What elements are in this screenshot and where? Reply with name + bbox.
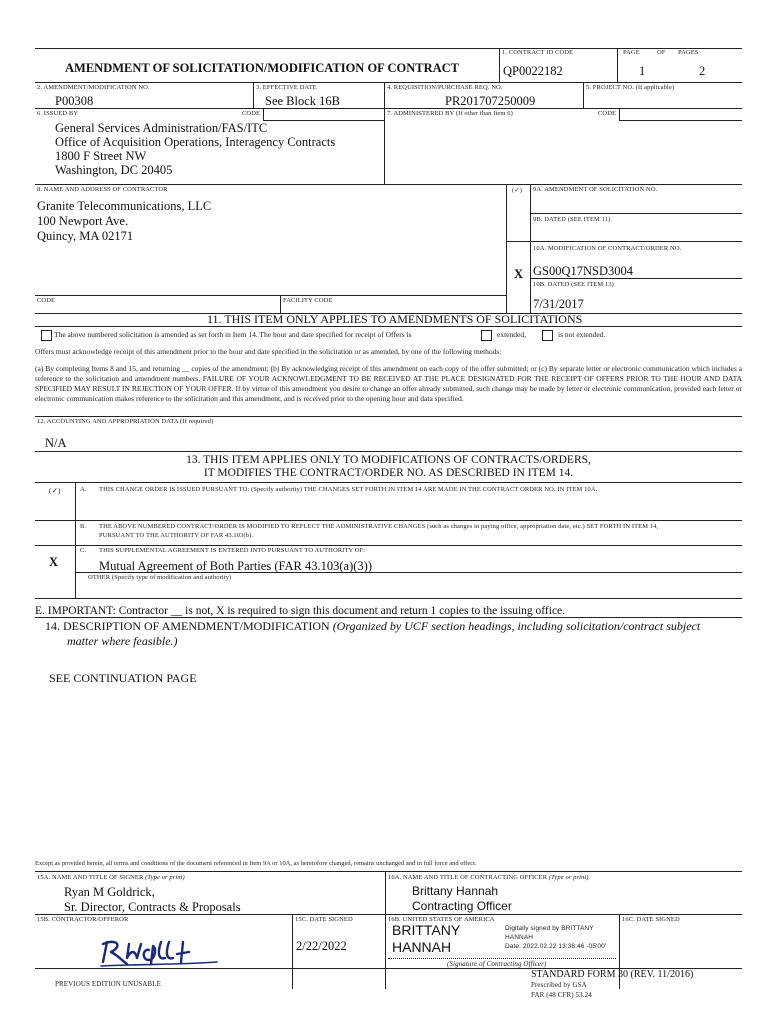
item14-label-main: 14. DESCRIPTION OF AMENDMENT/MODIFICATION (45, 619, 330, 633)
contractor-line-1: Granite Telecommunications, LLC (37, 199, 212, 213)
officer-title: Contracting Officer (412, 899, 512, 913)
extended-checkbox[interactable] (481, 330, 492, 341)
item11-paragraph: (a) By completing Items 8 and 15, and returning __ copies of the amendment; (b) By acknowledging receipt of this amendment on each copy of the offer submitted; or (c) By separate letter or electronic communication which includes a reference to the solicitation and amendment numbers. FAILURE OF YOUR ACKNOWLEDGMENT TO BE RECEIVED AT THE PLACE DESIGNATED FOR THE RECEIPT OF OFFERS PRIOR TO THE HOUR AND DATA SPECIFIED MAY RESULT IN REJECTION OF YOUR OFFER. If by virtue of this amendment you desire to change an offer already submitted, such change may be made by letter or electronic communication, provided each letter or electronic communication makes reference to the solicitation and this amendment, and is received prior to the opening hour and data specified. (35, 364, 742, 403)
form-title: AMENDMENT OF SOLICITATION/MODIFICATION OF CONTRACT (65, 61, 460, 75)
sf30-form (35, 48, 742, 1012)
issued-by-label: 6. ISSUED BY (37, 110, 79, 117)
solicitation-no-label: 9A. AMENDMENT OF SOLICITATION NO. (533, 186, 658, 193)
signer-name: Ryan M Goldrick, (64, 885, 155, 899)
item11-checkbox-amended[interactable] (41, 330, 52, 341)
amendment-no-value: P00308 (55, 94, 94, 108)
page-label: PAGE (623, 49, 640, 56)
signer-label-hint: (Type or print) (145, 874, 185, 881)
administered-by-label: 7. ADMINISTERED BY (If other than Item 6) (387, 110, 513, 117)
officer-label-main: 16A. NAME AND TITLE OF CONTRACTING OFFICER (388, 874, 548, 881)
item14-label-italic-2: matter where feasible.) (67, 634, 178, 648)
item11-line1: The above numbered solicitation is amended as set forth in Item 14. The hour and date specified for receipt of Offers is (54, 330, 412, 339)
administered-code-label: CODE (598, 110, 617, 117)
requisition-value: PR201707250009 (445, 94, 536, 108)
modification-no-label: 10A. MODIFICATION OF CONTRACT/ORDER NO. (533, 245, 682, 252)
project-no-label: 5. PROJECT NO. (If applicable) (586, 84, 675, 91)
item13-d-text: OTHER (Specify type of modification and authority) (88, 574, 232, 581)
officer-label-hint: (Type or print) (548, 874, 589, 881)
contractor-label: 8. NAME AND ADDRESS OF CONTRACTOR (37, 186, 168, 193)
item14-label (45, 619, 700, 634)
issuer-line-4: Washington, DC 20405 (55, 163, 173, 177)
page-number: 1 (639, 64, 646, 78)
item13-c-value: Mutual Agreement of Both Parties (FAR 43.103(a)(3)) (99, 559, 372, 573)
item13-b-letter: B. (80, 523, 87, 530)
not-extended-label: is not extended. (558, 330, 606, 339)
contractor-line-2: 100 Newport Ave. (37, 214, 129, 228)
contract-id-label: 1. CONTRACT ID CODE (502, 49, 574, 56)
issuer-line-2: Office of Acquisition Operations, Interagency Contracts (55, 135, 336, 149)
modification-dated-label: 10B. DATED (SEE ITEM 13) (533, 281, 614, 288)
of-label: OF (657, 49, 666, 56)
officer-label (388, 874, 589, 881)
item13-b-text-2: PURSUANT TO THE AUTHORITY OF FAR 43.103(b). (99, 532, 254, 539)
item13-a-text: THIS CHANGE ORDER IS ISSUED PURSUANT TO: (Specify authority) THE CHANGES SET FORTH IN ITEM 14 ARE MADE IN THE CONTRACT ORDER NO. IN ITEM 10A. (99, 486, 598, 493)
digital-signature-line-2: HANNAH (505, 934, 534, 941)
issuer-line-1: General Services Administration/FAS/ITC (55, 121, 268, 135)
contractor-line-3: Quincy, MA 02171 (37, 229, 134, 243)
item14-label-italic: (Organized by UCF section headings, including solicitation/contract subject (332, 619, 701, 633)
issued-code-label: CODE (242, 110, 261, 117)
important-line: E. IMPORTANT: Contractor __ is not, X is required to sign this document and return 1 copies to the issuing office. (35, 605, 566, 617)
issuer-line-3: 1800 F Street NW (55, 149, 147, 163)
modification-dated-value: 7/31/2017 (533, 297, 584, 311)
digital-signature-name-2: HANNAH (392, 939, 452, 955)
not-extended-checkbox[interactable] (542, 330, 553, 341)
digital-signature-line-1: Digitally signed by BRITTANY (505, 925, 594, 932)
solicitation-dated-label: 9B. DATED (SEE ITEM 11) (533, 216, 611, 223)
accounting-label: 12. ACCOUNTING AND APPROPRIATION DATA (If required) (37, 418, 214, 425)
facility-code-label: FACILITY CODE (283, 297, 333, 304)
signer-label-main: 15A. NAME AND TITLE OF SIGNER (37, 874, 144, 881)
check-column-label: (✓) (512, 187, 523, 194)
modification-no-value: GS00Q17NSD3004 (533, 264, 634, 278)
contractor-date-label: 15C. DATE SIGNED (295, 916, 353, 923)
item13-heading-1: 13. THIS ITEM APPLIES ONLY TO MODIFICATIONS OF CONTRACTS/ORDERS, (186, 454, 591, 466)
form-name: STANDARD FORM 30 (REV. 11/2016) (531, 969, 694, 980)
contract-id-value: QP0022182 (503, 64, 563, 78)
item13-heading-2: IT MODIFIES THE CONTRACT/ORDER NO. AS DESCRIBED IN ITEM 14. (203, 467, 574, 479)
contractor-signature (97, 934, 227, 970)
item13-c-checkmark: X (49, 555, 59, 569)
extended-label: extended, (497, 330, 526, 339)
far-reference: FAR (48 CFR) 53.24 (531, 991, 592, 999)
officer-signature-caption: (Signature of Contracting Officer) (447, 960, 547, 968)
effective-date-value: See Block 16B (265, 94, 340, 108)
amendment-no-label: 2. AMENDMENT/MODIFICATION NO. (37, 84, 150, 91)
contractor-code-label: CODE (37, 297, 56, 304)
item11-line2: Offers must acknowledge receipt of this amendment prior to the hour and date specified in the solicitation or as amended, by one of the following methods: (35, 347, 502, 356)
digital-signature-line-3: Date: 2022.02.22 13:38:46 -05'00' (505, 943, 607, 950)
item11-heading: 11. THIS ITEM ONLY APPLIES TO AMENDMENTS OF SOLICITATIONS (207, 312, 583, 326)
prescribed-by: Prescribed by GSA (531, 981, 587, 989)
item13-check-column: (✓) (49, 486, 61, 495)
contractor-offeror-label: 15B. CONTRACTOR/OFFEROR (37, 916, 129, 923)
contractor-date-value: 2/22/2022 (296, 939, 347, 953)
usa-label: 16B. UNITED STATES OF AMERICA (388, 916, 495, 923)
officer-name: Brittany Hannah (412, 884, 499, 898)
item13-c-letter: C. (80, 547, 87, 554)
pages-count: 2 (699, 64, 706, 78)
requisition-label: 4. REQUISITION/PURCHASE REQ. NO. (387, 84, 503, 91)
modification-checkmark: X (514, 267, 524, 281)
item14-body: SEE CONTINUATION PAGE (49, 671, 197, 685)
except-text: Except as provided herein, all terms and conditions of the document referenced in Item 9A or 10A, as heretofore changed, remains unchanged and in full force and effect. (35, 860, 477, 867)
digital-signature-name-1: BRITTANY (392, 922, 461, 938)
signer-title: Sr. Director, Contracts & Proposals (64, 900, 241, 914)
item13-a-letter: A. (80, 486, 87, 493)
item13-b-text-1: THE ABOVE NUMBERED CONTRACT/ORDER IS MODIFIED TO REFLECT THE ADMINISTRATIVE CHANGES (such as changes in paying office, appropriation date, etc.) SET FORTH IN ITEM 14, (99, 523, 659, 530)
officer-date-label: 16C. DATE SIGNED (622, 916, 680, 923)
signer-label (37, 874, 185, 881)
effective-date-label: 3. EFFECTIVE DATE (256, 84, 317, 91)
accounting-value: N/A (45, 436, 67, 450)
item13-c-text: THIS SUPPLEMENTAL AGREEMENT IS ENTERED INTO PURSUANT TO AUTHORITY OF: (99, 547, 366, 554)
pages-label: PAGES (678, 49, 699, 56)
previous-edition-note: PREVIOUS EDITION UNUSABLE (55, 980, 161, 988)
